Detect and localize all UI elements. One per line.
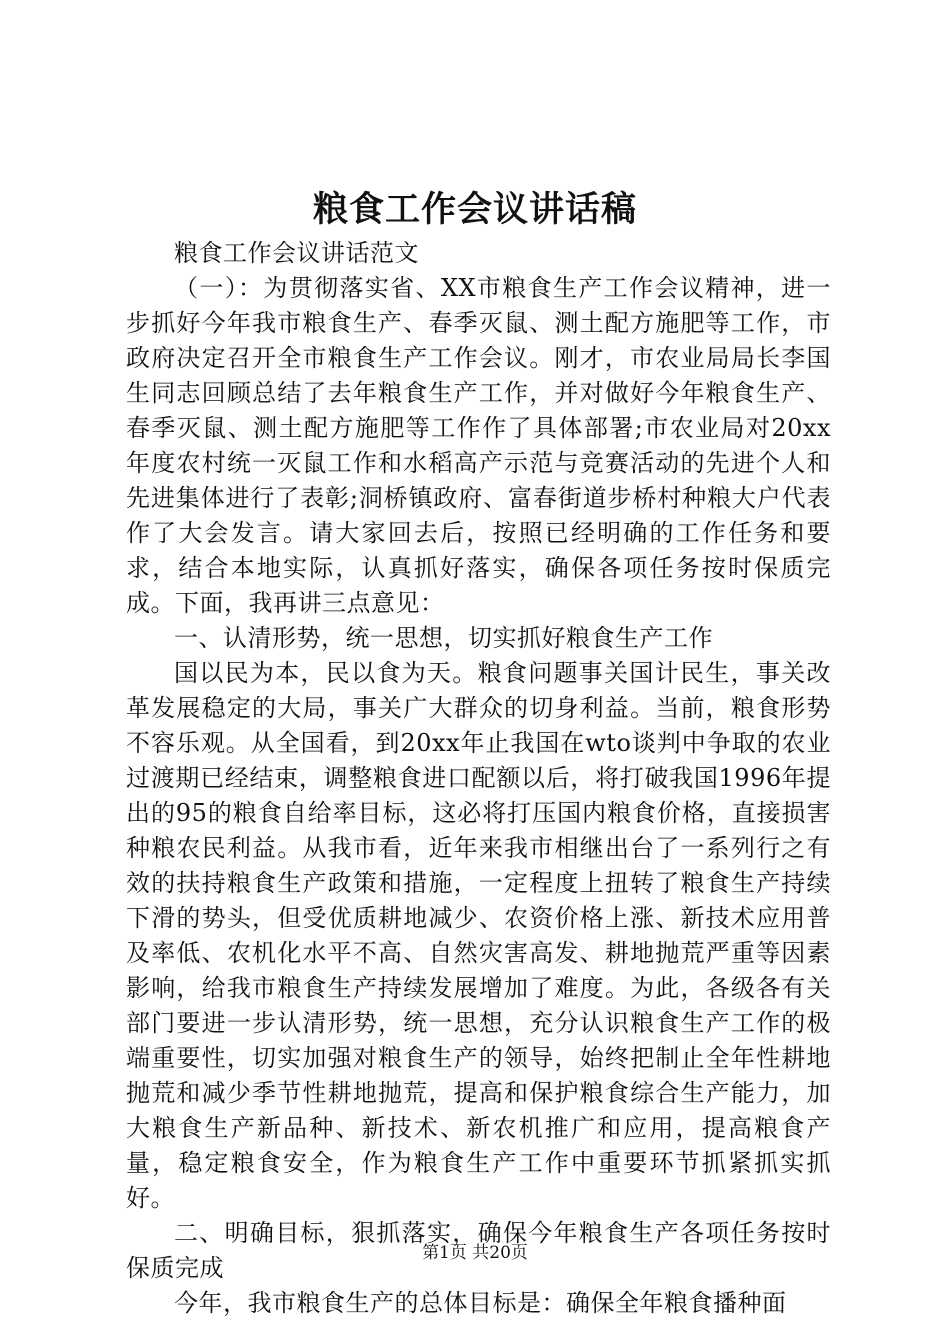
paragraph-section-2: 今年，我市粮食生产的总体目标是：确保全年粮食播种面 (174, 1289, 787, 1317)
paragraph-section-1: 国以民为本，民以食为天。粮食问题事关国计民生，事关改革发展稳定的大局，事关广大群众的切身利益。当前，粮食形势不容乐观。从全国看，到20xx年止我国在wto谈判中争取的农业过渡期已经结束，调整粮食进口配额以后，将打破我国1996年提出的95的粮食自给率目标，这必将打压国内粮食价格，直接损害种粮农民利益。从我市看，近年来我市相继出台了一系列行之有效的扶持粮食生产政策和措施，一定程度上扭转了粮食生产持续下滑的势头，但受优质耕地减少、农资价格上涨、新技术应用普及率低、农机化水平不高、自然灾害高发、耕地抛荒严重等因素影响，给我市粮食生产持续发展增加了难度。为此，各级各有关部门要进一步认清形势，统一思想，充分认识粮食生产工作的极端重要性，切实加强对粮食生产的领导，始终把制止全年性耕地抛荒和减少季节性耕地抛荒，提高和保护粮食综合生产能力，加大粮食生产新品种、新技术、新农机推广和应用，提高粮食产量，稳定粮食安全，作为粮食生产工作中重要环节抓紧抓实抓好。 (126, 659, 831, 1212)
document-body (126, 236, 831, 1321)
document-title: 粮食工作会议讲话稿 (312, 189, 637, 230)
paragraph-intro: （一）：为贯彻落实省、XX市粮食生产工作会议精神，进一步抓好今年我市粮食生产、春季灭鼠、测土配方施肥等工作，市政府决定召开全市粮食生产工作会议。刚才，市农业局局长李国生同志回顾总结了去年粮食生产工作，并对做好今年粮食生产、春季灭鼠、测土配方施肥等工作作了具体部署;市农业局对20xx年度农村统一灭鼠工作和水稻高产示范与竞赛活动的先进个人和先进集体进行了表彰;洞桥镇政府、富春街道步桥村种粮大户代表作了大会发言。请大家回去后，按照已经明确的工作任务和要求，结合本地实际，认真抓好落实，确保各项任务按时保质完成。下面，我再讲三点意见： (126, 274, 831, 617)
page-footer: 第1页 共20页 (422, 1243, 528, 1263)
paragraph-subtitle: 粮食工作会议讲话范文 (174, 239, 419, 267)
section-heading-2: 二、明确目标，狠抓落实，确保今年粮食生产各项任务按时保质完成 (126, 1219, 831, 1282)
section-heading-1: 一、认清形势，统一思想，切实抓好粮食生产工作 (174, 624, 713, 652)
